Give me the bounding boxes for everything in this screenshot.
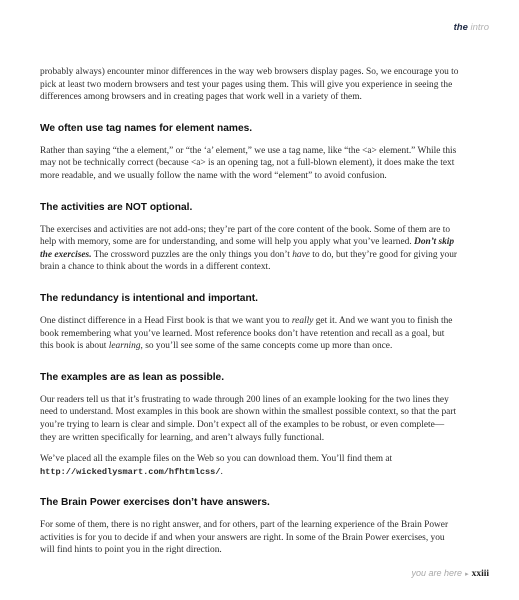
section-heading: The redundancy is intentional and important. — [40, 292, 258, 304]
body-text: We’ve placed all the example files on the Web so you can download them. You’ll find them at — [40, 454, 393, 465]
section — [40, 123, 460, 183]
body-text: One distinct difference in a Head First book is that we want you to — [40, 315, 292, 326]
section-heading: We often use tag names for element names. — [40, 122, 253, 134]
footer-you-are-here: you are here — [411, 568, 463, 578]
section-paragraph — [40, 453, 460, 478]
body-text: Rather than saying “the a element,” or “the ‘a’ element,” we use a tag name, like “the <a> element.” While this may not be technically correct (because <a> is an opening tag, not a full-blown element), it does make the text more readable, and we usually follow the name with the word “element” to avoid confusion. — [40, 145, 457, 181]
italic-text: have — [292, 249, 310, 260]
page-footer — [412, 568, 489, 579]
emphasis-text: Don’t skip the exercises. — [40, 237, 455, 260]
page-number: xxiii — [471, 569, 489, 579]
body-text: For some of them, there is no right answer, and for others, part of the learning experience of the Brain Power activities is for you to decide if and when your answers are right. In some of the Brain Power exercises, you will find hints to point you in the right direction. — [40, 520, 449, 556]
section-paragraph — [40, 315, 460, 353]
italic-text: really — [291, 315, 314, 326]
running-head-section: intro — [470, 22, 489, 33]
section — [40, 293, 460, 353]
body-text: get it. And we want you to finish the book remembering what you’ve learned. Most reference books don’t have retention and recall as a goal, but this book is about — [40, 315, 453, 352]
footer-arrow-icon: ▸ — [465, 571, 469, 578]
body-text: , so you’ll see some of the same concepts come up more than once. — [140, 341, 393, 352]
sections-container — [40, 123, 460, 557]
url-text: http://wickedlysmart.com/hfhtmlcss/ — [40, 466, 221, 477]
body-text: Our readers tell us that it’s frustrating to wade through 200 lines of an example looking for the two lines they need to understand. Most examples in this book are shown within the smallest possible context, so that the part you’re trying to learn is clear and simple. Don’t expect all of the examples to be robust, or even complete—they are written specifically for learning, and aren’t always fully functional. — [40, 394, 457, 443]
running-head-chapter: the — [453, 22, 468, 33]
section-paragraph — [40, 394, 460, 444]
section-heading: The activities are NOT optional. — [40, 201, 193, 213]
body-text: The exercises and activities are not add-ons; they’re part of the core content of the book. Some of them are to help with memory, some are for understanding, and some will help you apply what you’ve learned. — [40, 224, 451, 248]
body-text: . — [220, 466, 223, 477]
section-heading: The examples are as lean as possible. — [40, 371, 225, 383]
section-paragraph — [40, 519, 460, 557]
section-paragraph — [40, 224, 460, 274]
page-body — [40, 66, 460, 557]
section-heading: The Brain Power exercises don’t have answers. — [40, 497, 270, 509]
section — [40, 372, 460, 479]
italic-text: learning — [108, 341, 141, 352]
section — [40, 497, 460, 557]
intro-paragraph: probably always) encounter minor differences in the way web browsers display pages. So, we encourage you to pick at least two modern browsers and test your pages using them. This will give you experience in seeing the differences among browsers and in creating pages that work well in a variety of them. — [40, 67, 459, 103]
running-head — [454, 22, 489, 33]
section-paragraph — [40, 145, 460, 183]
section — [40, 202, 460, 274]
body-text: The crossword puzzles are the only things you don’t — [91, 249, 293, 260]
body-text: to do, but they’re good for giving your brain a chance to think about the words in a different context. — [40, 249, 458, 273]
